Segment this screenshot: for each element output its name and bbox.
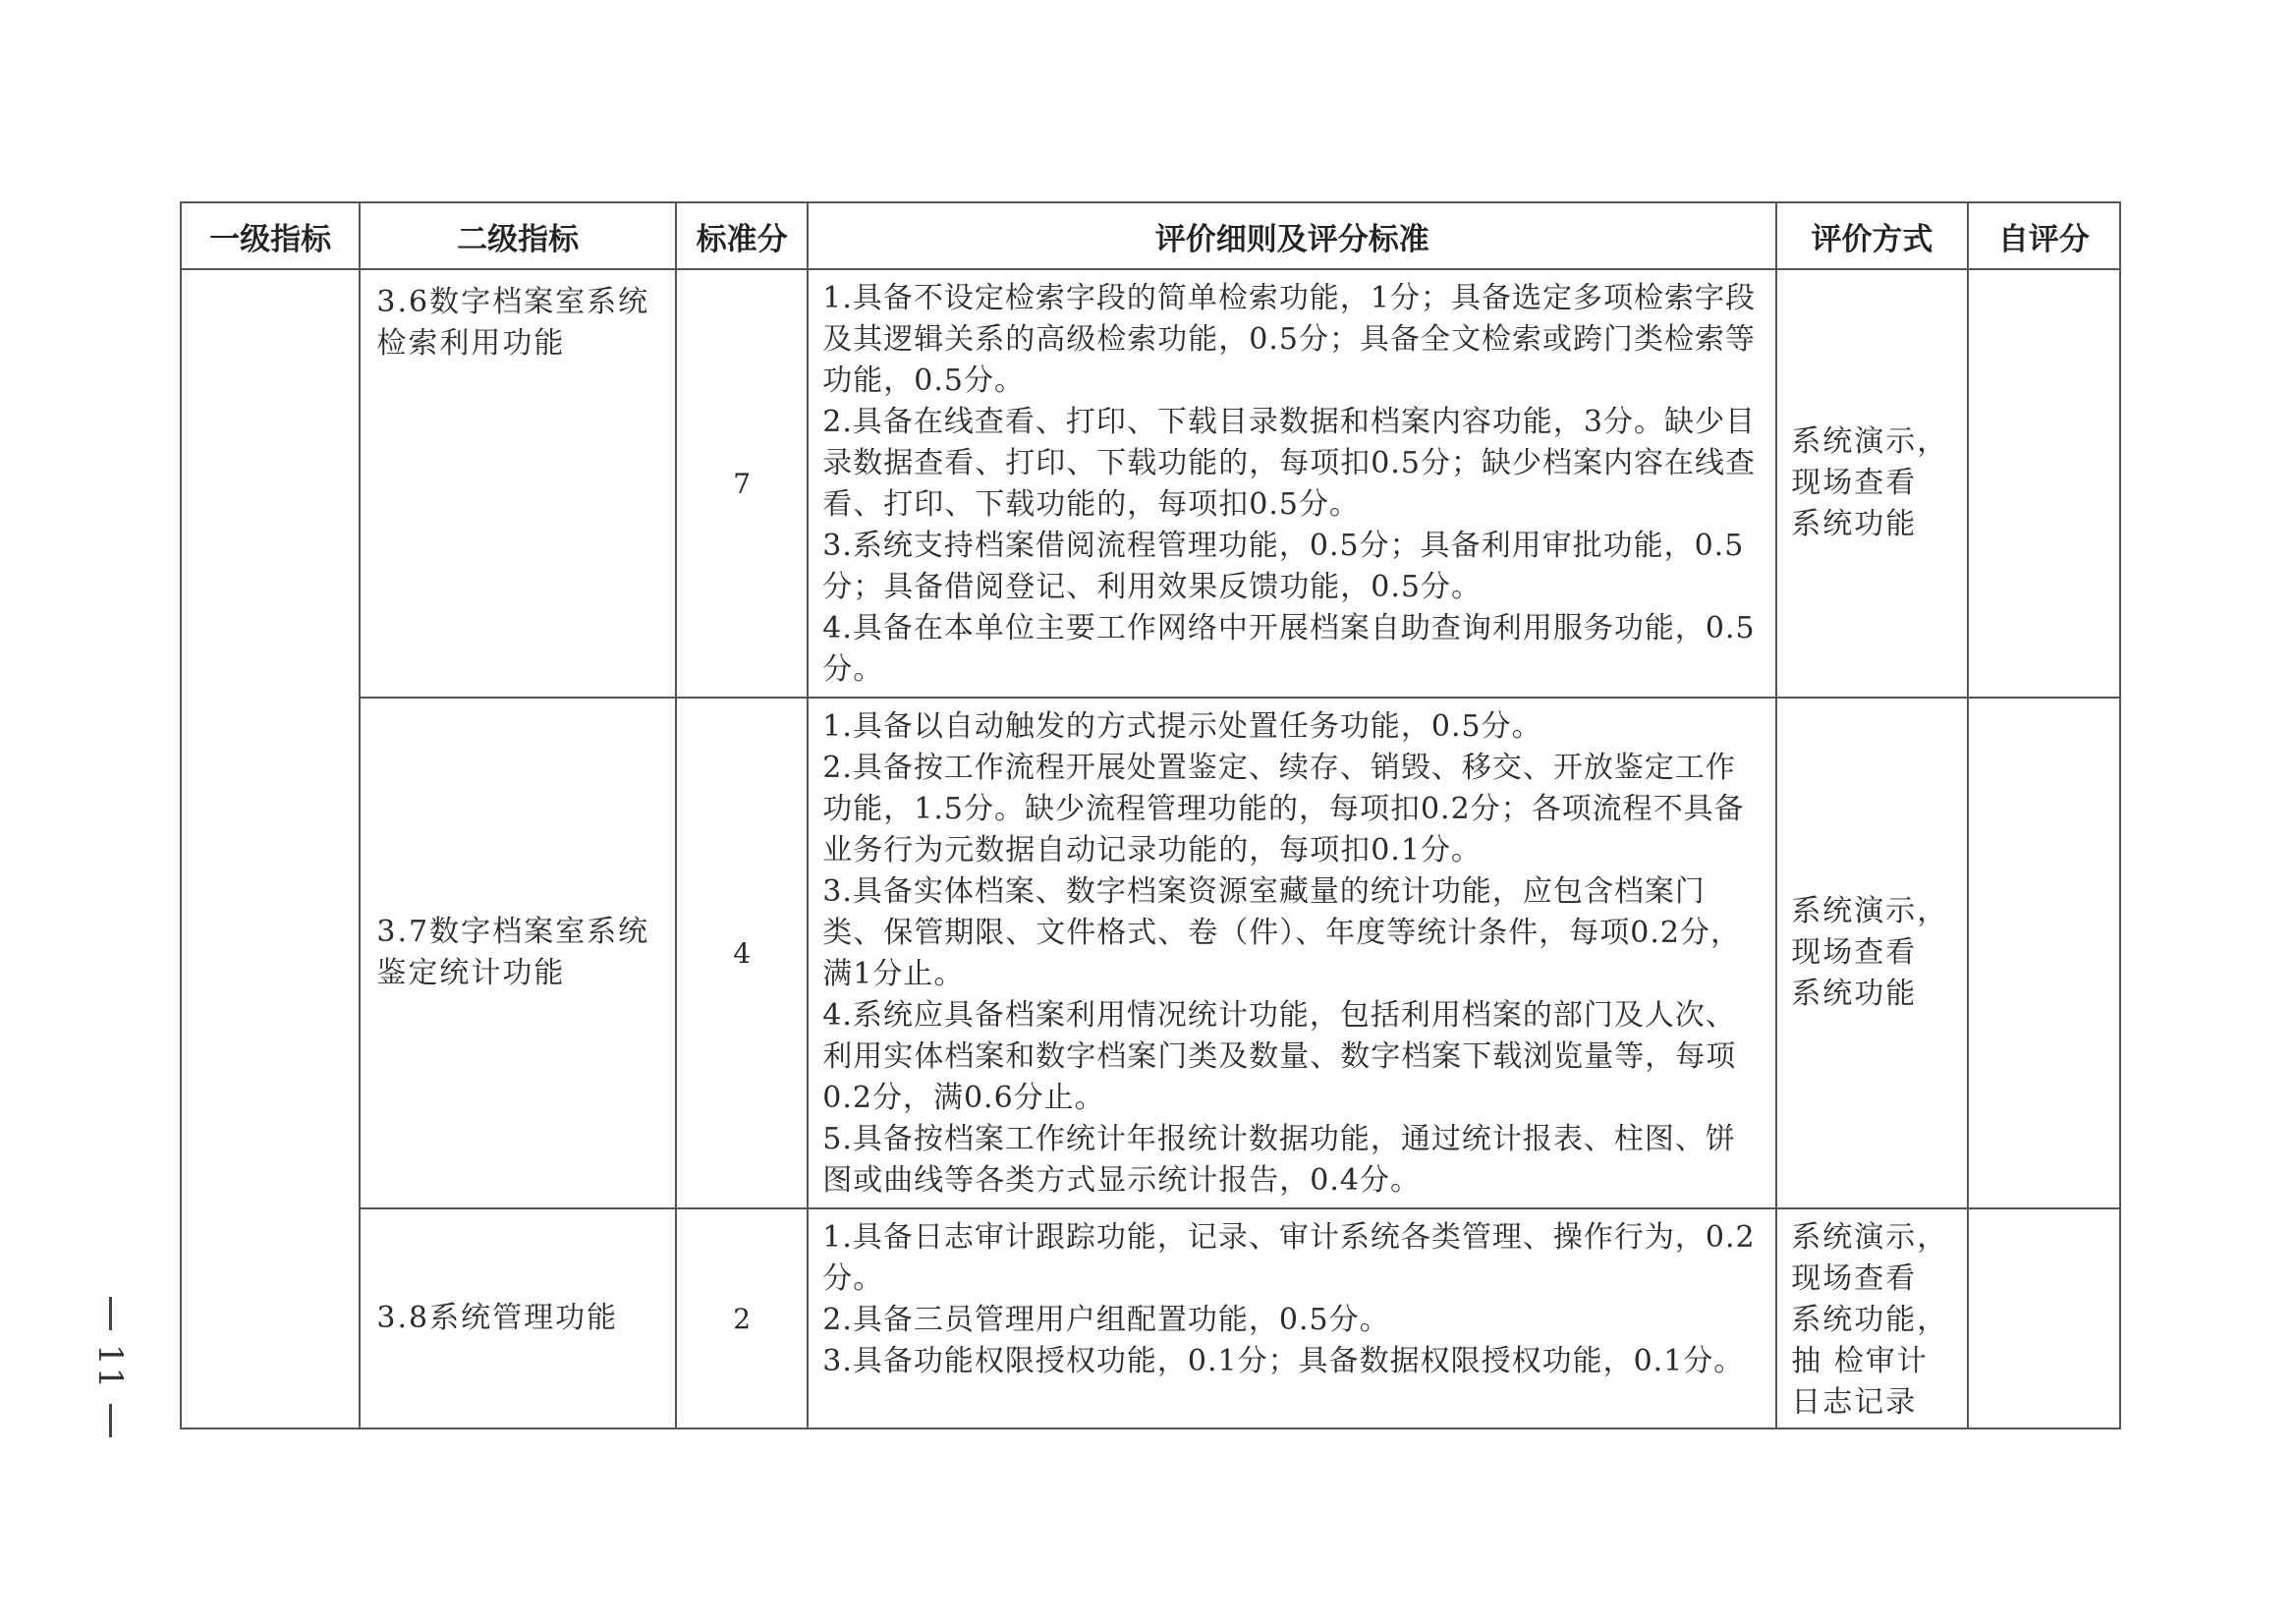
evaluation-method-cell <box>1776 1208 1967 1428</box>
method-line: 系统功能 <box>1791 977 1918 1011</box>
criteria-item: 3.系统支持档案借阅流程管理功能，0.5分；具备利用审批功能，0.5分；具备借阅登记、利用效果反馈功能，0.5分。 <box>822 529 1745 604</box>
criteria-item: 1.具备不设定检索字段的简单检索功能，1分；具备选定多项检索字段及其逻辑关系的高级检索功能，0.5分；具备全文检索或跨门类检索等功能，0.5分。 <box>822 281 1756 398</box>
method-line: 现场查看 <box>1791 466 1918 500</box>
page-number-dash-bottom <box>109 1404 112 1437</box>
criteria-item: 4.具备在本单位主要工作网络中开展档案自助查询利用服务功能，0.5分。 <box>822 611 1756 687</box>
evaluation-table <box>180 201 2121 1429</box>
criteria-item: 2.具备按工作流程开展处置鉴定、续存、销毁、移交、开放鉴定工作功能，1.5分。缺少流程管理功能的，每项扣0.2分；各项流程不具备业务行为元数据自动记录功能的，每项扣0.1分。 <box>822 751 1745 868</box>
criteria-cell <box>808 698 1776 1208</box>
criteria-item: 3.具备功能权限授权功能，0.1分；具备数据权限授权功能，0.1分。 <box>822 1344 1745 1378</box>
evaluation-method-cell <box>1776 269 1967 698</box>
page-number-text: 11 <box>90 1344 130 1391</box>
criteria-item: 2.具备三员管理用户组配置功能，0.5分。 <box>822 1303 1390 1337</box>
method-line: 现场查看 <box>1791 1261 1918 1296</box>
criteria-cell <box>808 1208 1776 1428</box>
secondary-indicator-cell: 3.6数字档案室系统检索利用功能 <box>360 269 676 698</box>
method-line: 日志记录 <box>1791 1385 1918 1420</box>
standard-score-cell: 2 <box>676 1208 808 1428</box>
header-evaluation-method: 评价方式 <box>1776 202 1967 269</box>
criteria-cell <box>808 269 1776 698</box>
table-header-row <box>181 202 2120 269</box>
primary-indicator-cell <box>181 269 360 1428</box>
method-line: 系统功能 <box>1791 507 1918 541</box>
criteria-item: 1.具备日志审计跟踪功能，记录、审计系统各类管理、操作行为，0.2分。 <box>822 1220 1756 1296</box>
method-line: 现场查看 <box>1791 935 1918 970</box>
method-line: 系统功能， <box>1791 1303 1949 1337</box>
table-row <box>181 698 2120 1208</box>
evaluation-method-cell <box>1776 698 1967 1208</box>
secondary-indicator-cell: 3.7数字档案室系统鉴定统计功能 <box>360 698 676 1208</box>
header-primary-indicator: 一级指标 <box>181 202 360 269</box>
secondary-indicator-cell: 3.8系统管理功能 <box>360 1208 676 1428</box>
self-score-cell[interactable] <box>1968 698 2120 1208</box>
self-score-cell[interactable] <box>1968 269 2120 698</box>
header-secondary-indicator: 二级指标 <box>360 202 676 269</box>
self-score-cell[interactable] <box>1968 1208 2120 1428</box>
page-number-dash-top <box>109 1297 112 1330</box>
header-self-score: 自评分 <box>1968 202 2120 269</box>
method-line: 系统演示， <box>1791 894 1949 928</box>
header-evaluation-criteria: 评价细则及评分标准 <box>808 202 1776 269</box>
criteria-item: 2.具备在线查看、打印、下载目录数据和档案内容功能，3分。缺少目录数据查看、打印、下载功能的，每项扣0.5分；缺少档案内容在线查看、打印、下载功能的，每项扣0.5分。 <box>822 405 1756 522</box>
criteria-item: 3.具备实体档案、数字档案资源室藏量的统计功能，应包含档案门类、保管期限、文件格式、卷（件）、年度等统计条件，每项0.2分，满1分止。 <box>822 874 1741 991</box>
standard-score-cell: 7 <box>676 269 808 698</box>
criteria-item: 4.系统应具备档案利用情况统计功能，包括利用档案的部门及人次、利用实体档案和数字档案门类及数量、数字档案下载浏览量等，每项0.2分，满0.6分止。 <box>822 998 1737 1115</box>
header-standard-score: 标准分 <box>676 202 808 269</box>
standard-score-cell: 4 <box>676 698 808 1208</box>
method-line: 抽 检审计 <box>1791 1344 1929 1378</box>
method-line: 系统演示， <box>1791 424 1949 459</box>
criteria-item: 1.具备以自动触发的方式提示处置任务功能，0.5分。 <box>822 709 1542 744</box>
table-row <box>181 1208 2120 1428</box>
method-line: 系统演示， <box>1791 1220 1949 1255</box>
table-row <box>181 269 2120 698</box>
page-number <box>90 1297 130 1437</box>
criteria-item: 5.具备按档案工作统计年报统计数据功能，通过统计报表、柱图、饼图或曲线等各类方式显示统计报告，0.4分。 <box>822 1122 1736 1198</box>
